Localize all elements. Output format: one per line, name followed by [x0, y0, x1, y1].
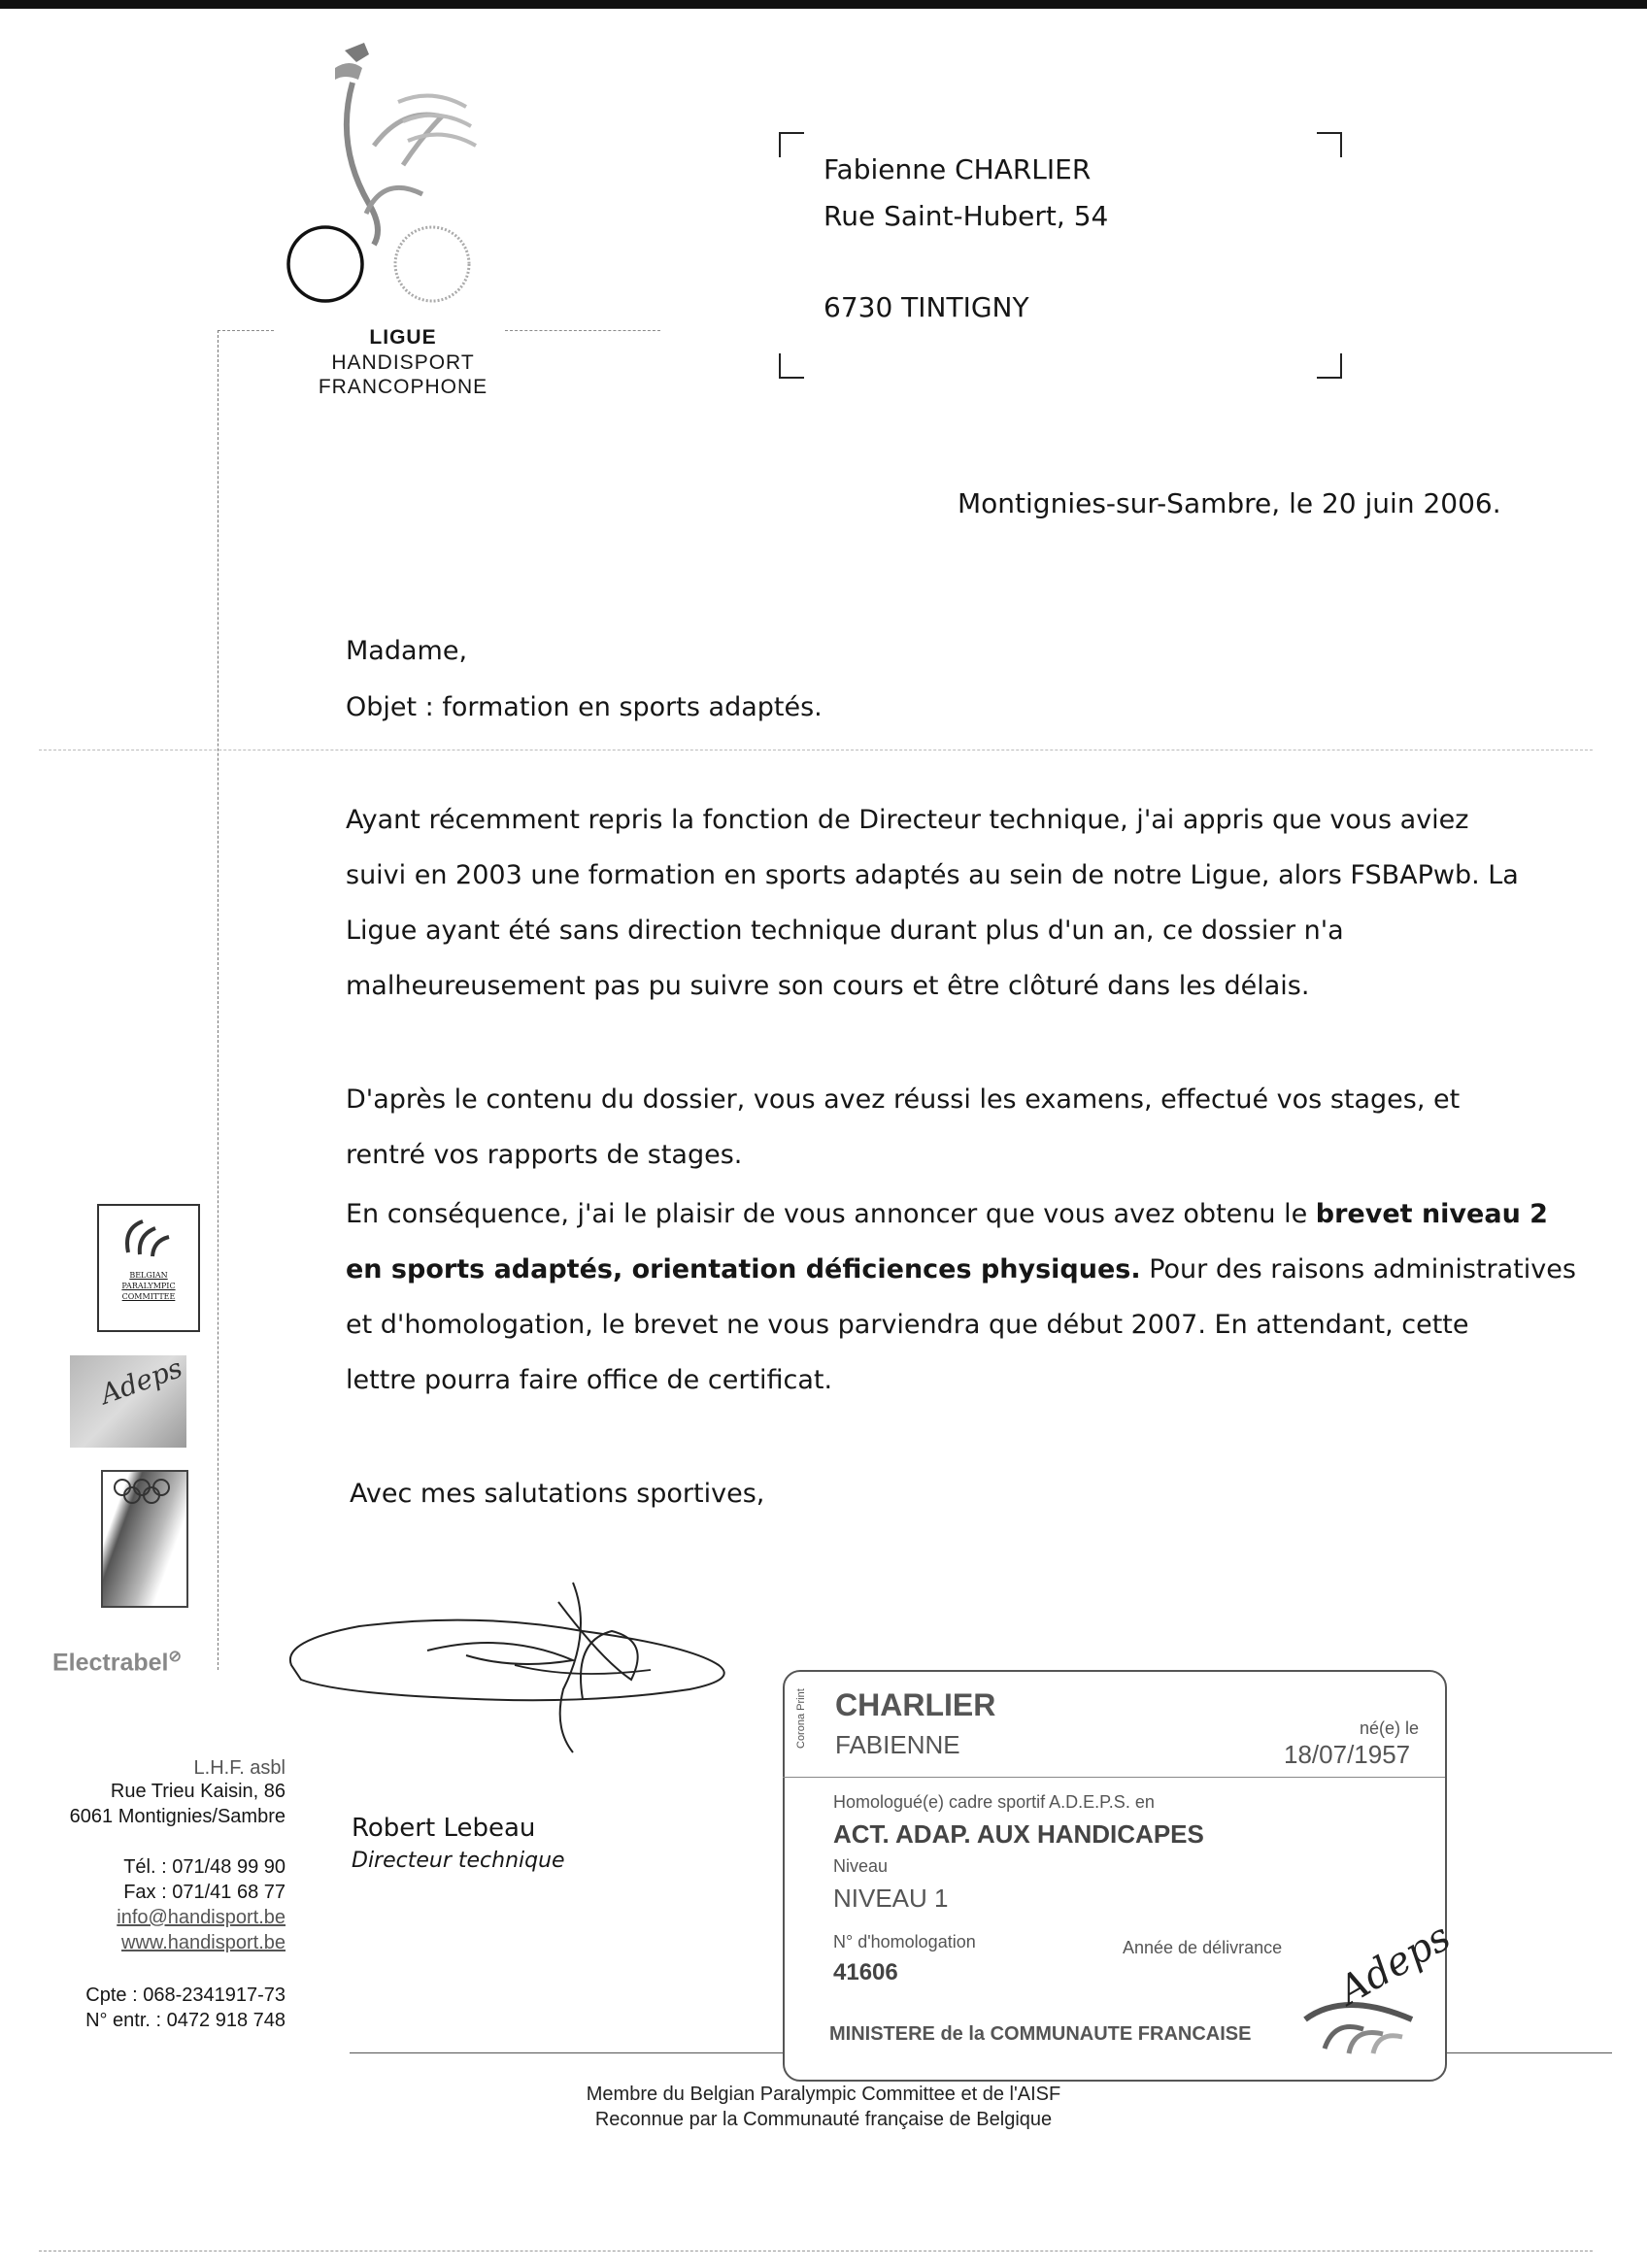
org-website-link[interactable]: www.handisport.be — [121, 1932, 286, 1953]
card-born-date: 18/07/1957 — [1284, 1740, 1411, 1769]
logo-line-francophone: FRANCOPHONE — [318, 376, 488, 398]
bpc-logo — [97, 1204, 200, 1332]
paragraph-1-line: suivi en 2003 une formation en sports adaptés au sein de notre Ligue, alors FSBAPwb. La — [346, 860, 1519, 890]
brevet-highlight: brevet niveau 2 — [1315, 1199, 1548, 1229]
org-email-link[interactable]: info@handisport.be — [117, 1907, 286, 1928]
electrabel-text: Electrabel — [52, 1649, 169, 1677]
card-homolog-label: Homologué(e) cadre sportif A.D.E.P.S. en — [833, 1792, 1155, 1812]
card-niveau-value: NIVEAU 1 — [833, 1884, 949, 1913]
window-corner-bl — [779, 353, 804, 379]
adeps-sidebar-text: Adeps — [95, 1351, 187, 1411]
card-number-label: N° d'homologation — [833, 1932, 976, 1951]
adeps-sidebar-logo — [70, 1351, 187, 1448]
window-corner-tl — [779, 132, 804, 157]
ligue-rooster-logo — [277, 29, 500, 320]
scan-top-border — [0, 0, 1647, 9]
card-born-label: né(e) le — [1360, 1718, 1420, 1738]
footer-membership: Membre du Belgian Paralympic Committee et de l'AISF — [586, 2084, 1061, 2105]
org-street: Rue Trieu Kaisin, 86 — [110, 1781, 286, 1802]
recipient-city: 6730 TINTIGNY — [824, 291, 1029, 323]
card-adeps-logo — [1295, 1915, 1459, 2056]
footer-recognition: Reconnue par la Communauté française de Belgique — [594, 2109, 1053, 2130]
org-tel: Tél. : 071/48 99 90 — [123, 1856, 286, 1878]
paragraph-1-line: Ligue ayant été sans direction technique durant plus d'un an, ce dossier n'a — [346, 916, 1344, 946]
paragraph-2-line: D'après le contenu du dossier, vous avez réussi les examens, effectué vos stages, et — [346, 1084, 1461, 1115]
card-niveau-label: Niveau — [833, 1856, 889, 1876]
electrabel-logo — [52, 1647, 182, 1677]
orientation-highlight: en sports adaptés, orientation déficiences physiques. — [346, 1254, 1141, 1284]
frame-line-left-top — [218, 330, 274, 331]
paragraph-3-text: En conséquence, j'ai le plaisir de vous annoncer que vous avez obtenu le — [346, 1199, 1316, 1229]
window-corner-br — [1317, 353, 1342, 379]
logo-line-handisport: HANDISPORT — [331, 351, 475, 374]
recipient-name: Fabienne CHARLIER — [824, 153, 1092, 185]
card-first-name: FABIENNE — [835, 1730, 960, 1759]
card-separator — [783, 1777, 1445, 1778]
paragraph-3-text: Pour des raisons administratives — [1140, 1254, 1576, 1284]
closing: Avec mes salutations sportives, — [350, 1479, 765, 1509]
paragraph-2-line: rentré vos rapports de stages. — [346, 1140, 743, 1170]
logo-line-ligue: LIGUE — [369, 326, 437, 349]
card-number-value: 41606 — [833, 1959, 898, 1985]
card-ministry: MINISTERE de la COMMUNAUTE FRANCAISE — [829, 2023, 1252, 2045]
org-fax: Fax : 071/41 68 77 — [123, 1882, 286, 1903]
date-line: Montignies-sur-Sambre, le 20 juin 2006. — [958, 487, 1501, 519]
window-corner-tr — [1317, 132, 1342, 157]
olympic-logo — [101, 1470, 188, 1608]
salutation: Madame, — [346, 636, 468, 666]
olympic-rings-icon — [111, 1478, 179, 1507]
org-name: L.H.F. asbl — [193, 1757, 286, 1779]
paragraph-2 — [346, 1072, 1460, 1183]
handwritten-signature — [282, 1573, 748, 1757]
paralympic-icon — [118, 1214, 177, 1262]
card-last-name: CHARLIER — [835, 1687, 996, 1722]
paragraph-1-line: malheureusement pas pu suivre son cours et être clôturé dans les délais. — [346, 971, 1310, 1001]
card-printer: Corona Print — [795, 1688, 807, 1749]
subject-line: Objet : formation en sports adaptés. — [346, 692, 823, 722]
org-account: Cpte : 068-2341917-73 — [85, 1984, 286, 2006]
electrabel-icon: ⊘ — [168, 1649, 182, 1665]
paragraph-3-line: et d'homologation, le brevet ne vous parviendra que début 2007. En attendant, cette — [346, 1310, 1469, 1340]
paragraph-3-line: lettre pourra faire office de certificat. — [346, 1365, 833, 1395]
org-city: 6061 Montignies/Sambre — [69, 1806, 286, 1827]
paragraph-3 — [346, 1186, 1576, 1408]
card-year-label: Année de délivrance — [1123, 1938, 1283, 1957]
org-enterprise-number: N° entr. : 0472 918 748 — [85, 2010, 286, 2031]
frame-line-right-top — [505, 330, 660, 331]
signatory-name: Robert Lebeau — [352, 1814, 536, 1843]
signatory-title: Directeur technique — [352, 1849, 565, 1873]
card-discipline: ACT. ADAP. AUX HANDICAPES — [833, 1819, 1204, 1849]
recipient-street: Rue Saint-Hubert, 54 — [824, 200, 1109, 232]
card-adeps-text: Adeps — [1330, 1915, 1459, 2014]
paragraph-1 — [346, 792, 1519, 1014]
bpc-label: BELGIAN PARALYMPIC COMMITTEE — [121, 1271, 176, 1301]
paragraph-1-line: Ayant récemment repris la fonction de Directeur technique, j'ai appris que vous aviez — [346, 805, 1469, 835]
